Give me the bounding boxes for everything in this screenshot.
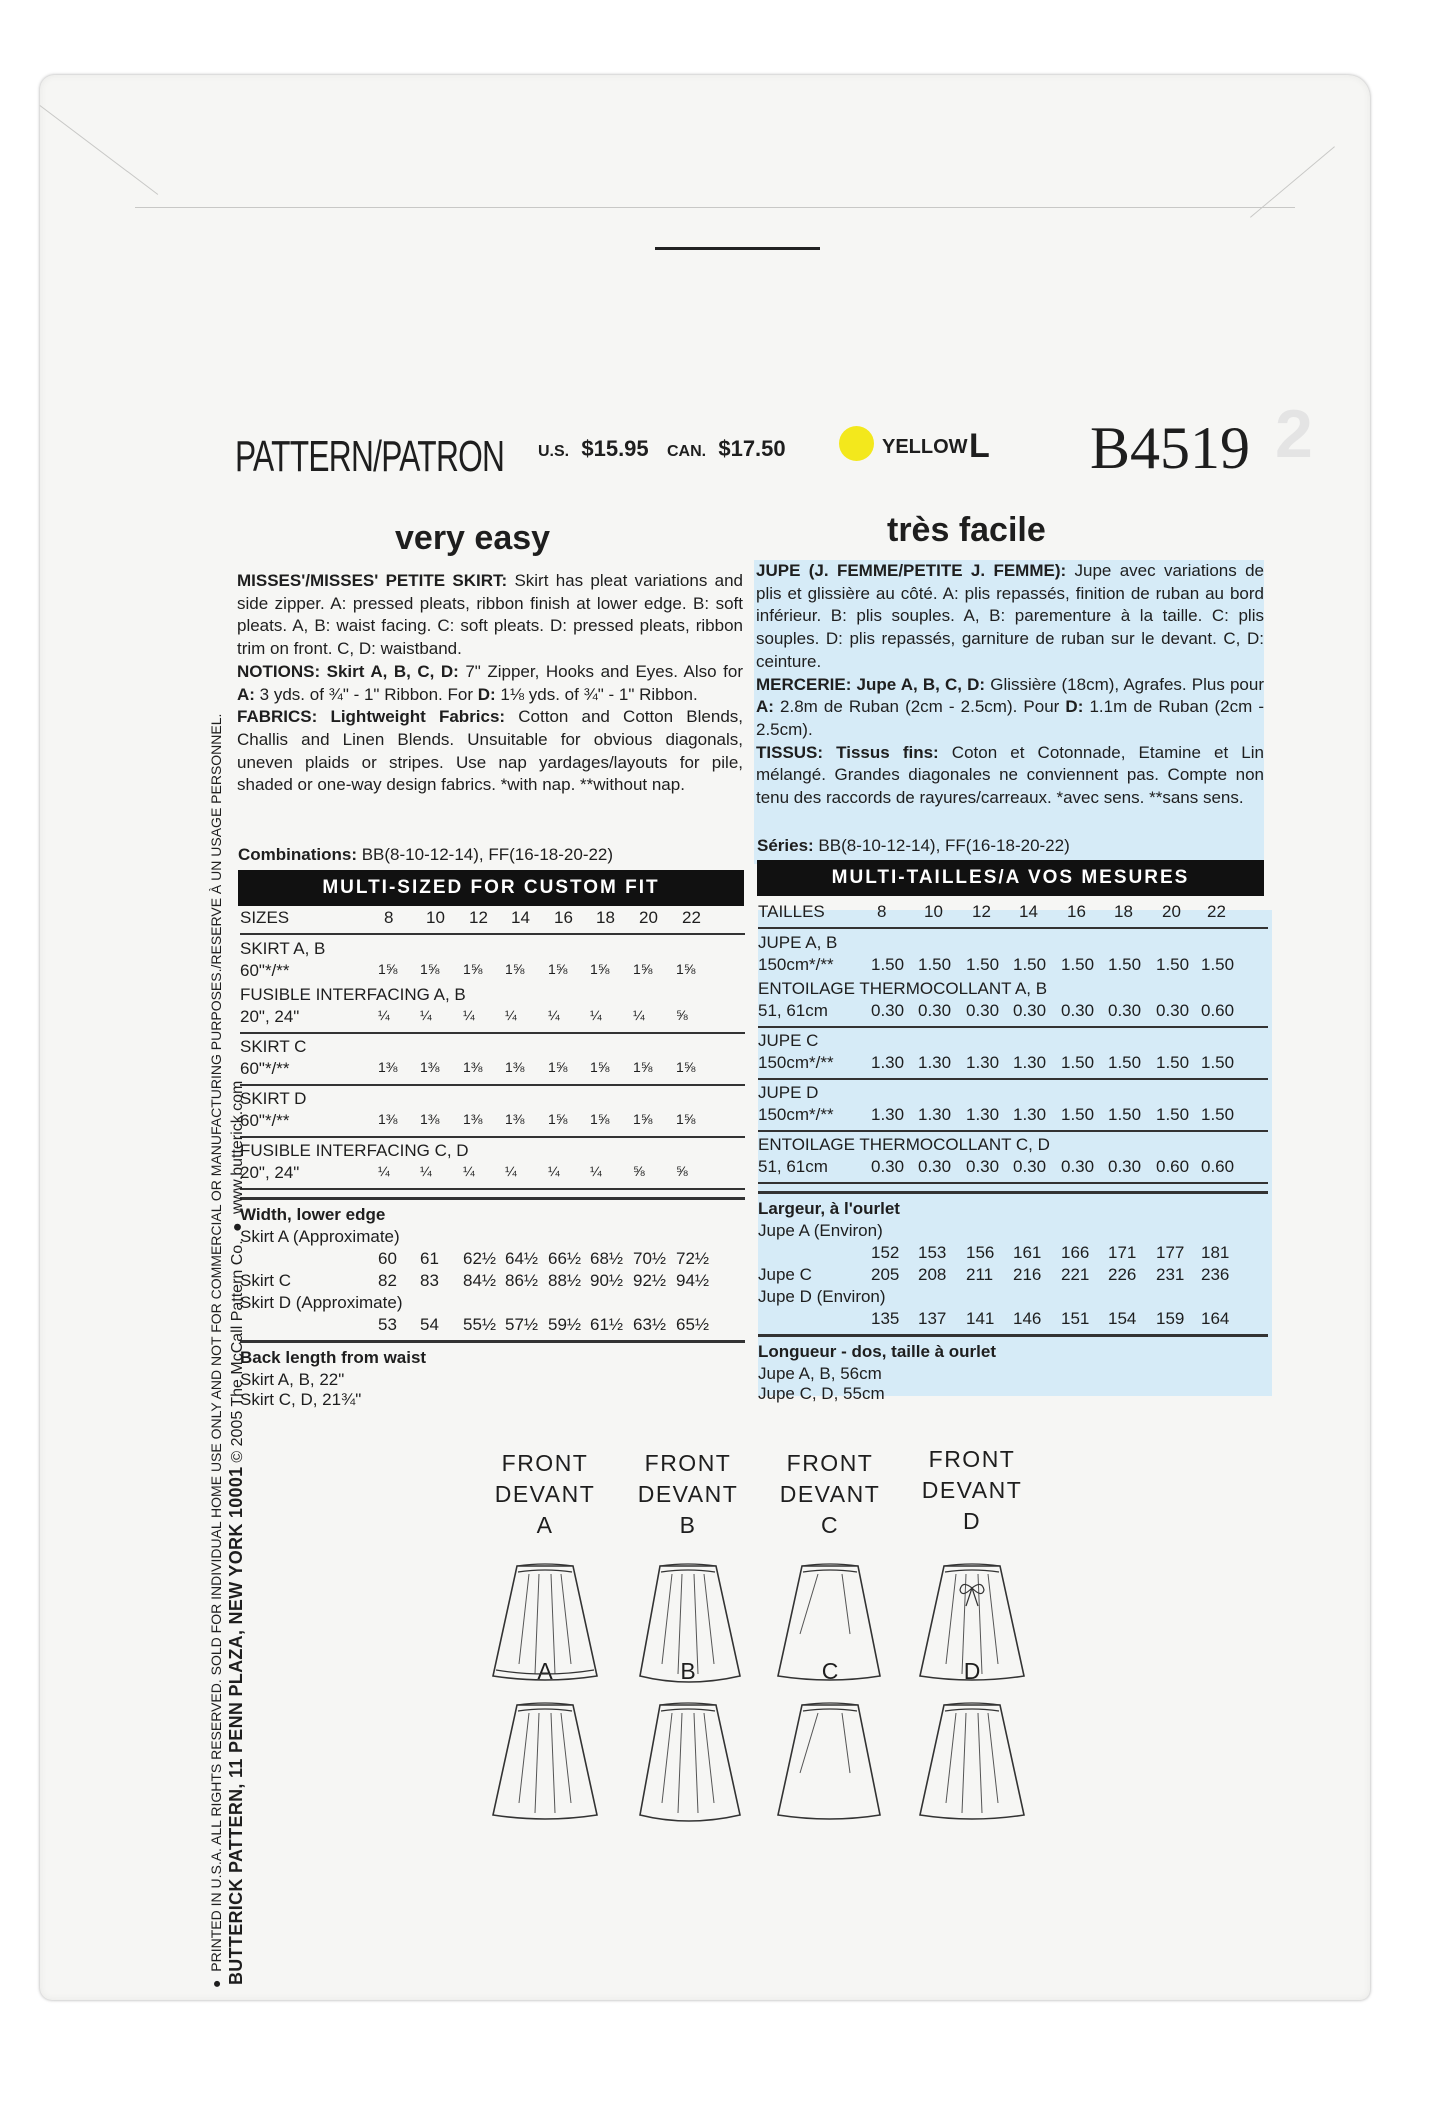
back-1: Jupe A, B, 56cm — [758, 1364, 882, 1383]
width-c-value: 94½ — [676, 1271, 710, 1290]
rule — [240, 1084, 745, 1086]
yardage-value: 1.50 — [966, 955, 1000, 974]
yardage-value: 1.50 — [1061, 955, 1095, 974]
us-price-label: U.S. — [538, 443, 570, 460]
rule — [240, 933, 745, 935]
yardage-value: 1.50 — [1156, 1053, 1190, 1072]
yardage-value: 0.60 — [1201, 1001, 1235, 1020]
skirt-front-drawing-c — [770, 1558, 890, 1698]
fabrics-en-title: FABRICS: Lightweight Fabrics: — [237, 707, 506, 727]
yardage-value: 0.30 — [966, 1001, 1000, 1020]
devant-label: DEVANT — [779, 1481, 881, 1507]
difficulty-fr: très facile — [887, 511, 1046, 549]
front-label: FRONT — [501, 1450, 589, 1476]
width-d-value: 137 — [918, 1309, 947, 1328]
size-14: 14 — [1019, 902, 1038, 921]
width-d-value: 159 — [1156, 1309, 1185, 1328]
yardage-value: ¼ — [420, 1007, 432, 1023]
combinations-fr-label: Séries: — [757, 836, 814, 855]
notions-en-text-2: 3 yds. of ¾" - 1" Ribbon. For — [254, 684, 478, 704]
notions-fr-text-1: Glissière (18cm), Agrafes. Plus pour — [985, 674, 1265, 694]
width-d-label: Jupe D (Environ) — [758, 1287, 886, 1306]
yardage-value: 1⅜ — [505, 1059, 525, 1075]
width-a-value: 152 — [871, 1243, 900, 1262]
can-price: $17.50 — [718, 436, 786, 461]
yardage-value: 1⅝ — [378, 961, 398, 977]
desc-en-title: MISSES'/MISSES' PETITE SKIRT: — [237, 571, 508, 590]
skirt-front-drawing-b — [628, 1558, 748, 1698]
front-label: FRONT — [928, 1446, 1016, 1472]
row-name: ENTOILAGE THERMOCOLLANT A, B — [758, 979, 1048, 998]
difficulty-en: very easy — [395, 519, 551, 557]
english-description — [237, 570, 743, 797]
width-c-value: 208 — [918, 1265, 947, 1284]
combinations-en-text: BB(8-10-12-14), FF(16-18-20-22) — [357, 845, 614, 864]
row-name: SKIRT A, B — [240, 939, 326, 958]
width-a-value: 171 — [1108, 1243, 1137, 1262]
row-width: 150cm*/** — [758, 1053, 834, 1072]
desc-en — [237, 570, 743, 661]
yardage-band-en: MULTI-SIZED FOR CUSTOM FIT — [238, 870, 744, 906]
yardage-value: 1.30 — [1013, 1105, 1047, 1124]
view-letter: B — [679, 1512, 697, 1538]
yardage-value: 0.30 — [1013, 1157, 1047, 1176]
yardage-value: ¼ — [633, 1007, 645, 1023]
width-c-value: 83 — [420, 1271, 439, 1290]
size-10: 10 — [924, 902, 943, 921]
yardage-value: 1.50 — [1156, 1105, 1190, 1124]
yardage-value: 1⅝ — [548, 1059, 568, 1075]
yardage-value: 0.30 — [1013, 1001, 1047, 1020]
yardage-value: ¼ — [378, 1163, 390, 1179]
size-18: 18 — [596, 908, 615, 927]
french-description — [756, 560, 1264, 810]
rule — [240, 1188, 745, 1190]
width-d-label: Skirt D (Approximate) — [240, 1293, 403, 1312]
envelope-flap-fold — [135, 207, 1295, 208]
width-d-value: 151 — [1061, 1309, 1090, 1328]
yardage-value: 1⅝ — [463, 961, 483, 977]
yardage-value: 1⅝ — [590, 961, 610, 977]
yardage-band-fr: MULTI-TAILLES/A VOS MESURES — [757, 860, 1264, 896]
yardage-value: 1⅝ — [676, 1111, 696, 1127]
size-16: 16 — [554, 908, 573, 927]
skirt-back-drawing-c — [770, 1697, 890, 1837]
desc-fr — [756, 560, 1264, 674]
width-d-value: 146 — [1013, 1309, 1042, 1328]
yardage-value: 1⅝ — [633, 961, 653, 977]
yardage-value: 1.30 — [918, 1105, 952, 1124]
width-d-value: 164 — [1201, 1309, 1230, 1328]
width-c-value: 84½ — [463, 1271, 497, 1290]
rule-thick — [240, 1340, 745, 1343]
yardage-value: ¼ — [590, 1163, 602, 1179]
back-view-letter-b: B — [680, 1658, 696, 1684]
row-name: FUSIBLE INTERFACING A, B — [240, 985, 466, 1004]
width-a-value: 70½ — [633, 1249, 667, 1268]
yardage-value: ¼ — [463, 1007, 475, 1023]
skirt-back-drawing-d — [912, 1697, 1032, 1837]
width-a-value: 68½ — [590, 1249, 624, 1268]
fabrics-en — [237, 706, 743, 797]
yardage-value: 1.30 — [871, 1053, 905, 1072]
yardage-value: ⅝ — [676, 1163, 688, 1179]
row-name: SKIRT D — [240, 1089, 307, 1108]
rule — [758, 1182, 1268, 1184]
combinations-fr-text: BB(8-10-12-14), FF(16-18-20-22) — [813, 836, 1070, 855]
notions-en-title: NOTIONS: Skirt A, B, C, D: — [237, 661, 459, 681]
width-d-value: 65½ — [676, 1315, 710, 1334]
notions-en-d: D: — [477, 684, 496, 704]
width-d-value: 57½ — [505, 1315, 539, 1334]
desc-fr-text: Jupe avec variations de plis et glissière au côté. A: plis repassés, finition de ruban au bord inférieur. B: plis souples. A, B: parementure à la taille. C: plis souples. D: plis repassés, garniture de ruban sur le devant. C, D: ceinture. — [756, 561, 1264, 671]
size-20: 20 — [1162, 902, 1181, 921]
width-c-value: 216 — [1013, 1265, 1042, 1284]
yardage-value: 0.30 — [1061, 1157, 1095, 1176]
devant-label: DEVANT — [494, 1481, 596, 1507]
view-label-a — [465, 1448, 625, 1541]
front-label: FRONT — [786, 1450, 874, 1476]
size-14: 14 — [511, 908, 530, 927]
view-label-b — [608, 1448, 768, 1541]
width-a-value: 64½ — [505, 1249, 539, 1268]
width-a-value: 166 — [1061, 1243, 1090, 1262]
rule — [240, 1136, 745, 1138]
width-c-value: 92½ — [633, 1271, 667, 1290]
combinations-fr — [757, 835, 1265, 858]
yardage-value: 1⅝ — [420, 961, 440, 977]
skirt-front-drawing-d — [912, 1558, 1032, 1698]
size-10: 10 — [426, 908, 445, 927]
size-12: 12 — [469, 908, 488, 927]
width-title: Largeur, à l'ourlet — [758, 1199, 900, 1218]
back-view-letter-a: A — [537, 1658, 553, 1684]
rule-thick — [240, 1197, 745, 1200]
yardage-value: 1⅝ — [633, 1111, 653, 1127]
notions-en-text-1: 7" Zipper, Hooks and Eyes. Also for — [458, 661, 743, 681]
width-title: Width, lower edge — [240, 1205, 386, 1224]
yardage-value: 1.50 — [1201, 1105, 1235, 1124]
yardage-value: ⅝ — [633, 1163, 645, 1179]
yardage-value: ¼ — [590, 1007, 602, 1023]
yardage-value: 1⅜ — [378, 1059, 398, 1075]
yardage-value: 0.30 — [918, 1157, 952, 1176]
yardage-value: 1.50 — [1108, 1105, 1142, 1124]
width-a-value: 62½ — [463, 1249, 497, 1268]
width-d-value: 54 — [420, 1315, 439, 1334]
yardage-value: 1.50 — [1201, 955, 1235, 974]
fabrics-fr-text: Coton et Cotonnade, Etamine et Lin mélangé. Grandes diagonales ne conviennent pas. Compte non tenu des raccords de rayures/carreaux. *avec sens. **sans sens. — [756, 742, 1264, 808]
yardage-value: 1⅜ — [463, 1059, 483, 1075]
width-c-value: 88½ — [548, 1271, 582, 1290]
pattern-number: B4519 — [1090, 415, 1251, 481]
row-width: 150cm*/** — [758, 1105, 834, 1124]
website: www.butterick.com — [229, 1080, 246, 1214]
yardage-value: 1⅜ — [378, 1111, 398, 1127]
yardage-value: 1⅝ — [676, 1059, 696, 1075]
yardage-value: 1.50 — [1108, 1053, 1142, 1072]
width-a-value: 177 — [1156, 1243, 1185, 1262]
width-c-label: Jupe C — [758, 1265, 812, 1284]
yardage-value: ¼ — [505, 1163, 517, 1179]
row-width: 51, 61cm — [758, 1157, 828, 1176]
yardage-value: 0.30 — [871, 1001, 905, 1020]
rule — [240, 1032, 745, 1034]
width-a-value: 156 — [966, 1243, 995, 1262]
yardage-value: ¼ — [378, 1007, 390, 1023]
yardage-value: 1⅜ — [463, 1111, 483, 1127]
skirt-back-drawing-a — [485, 1697, 605, 1837]
desc-en-text: Skirt has pleat variations and side zipper. A: pressed pleats, ribbon finish at lower edge. B: soft pleats. A, B: waist facing. C: soft pleats. D: pressed pleats, ribbon trim on front. C, D: waistband. — [237, 571, 743, 659]
fabrics-fr-title: TISSUS: Tissus fins: — [756, 742, 939, 762]
row-name: ENTOILAGE THERMOCOLLANT C, D — [758, 1135, 1050, 1154]
yardage-value: 1⅝ — [633, 1059, 653, 1075]
yardage-value: 1.50 — [918, 955, 952, 974]
view-label-c — [750, 1448, 910, 1541]
view-letter: D — [962, 1508, 982, 1534]
back-title: Longueur - dos, taille à ourlet — [758, 1342, 997, 1361]
yardage-value: 1⅜ — [420, 1059, 440, 1075]
width-a-label: Jupe A (Environ) — [758, 1221, 883, 1240]
width-a-value: 153 — [918, 1243, 947, 1262]
width-a-value: 181 — [1201, 1243, 1230, 1262]
skirt-front-drawing-a — [485, 1558, 605, 1698]
width-c-value: 236 — [1201, 1265, 1230, 1284]
yardage-value: ¼ — [548, 1007, 560, 1023]
combinations-en — [238, 844, 744, 867]
width-c-value: 221 — [1061, 1265, 1090, 1284]
row-width: 60"*/** — [240, 1059, 290, 1078]
width-d-value: 135 — [871, 1309, 900, 1328]
view-label-d — [892, 1444, 1052, 1537]
yardage-value: 1⅝ — [548, 961, 568, 977]
yardage-value: 1⅝ — [505, 961, 525, 977]
yardage-value: 1⅝ — [590, 1111, 610, 1127]
yardage-table-fr — [758, 902, 1268, 1402]
width-d-value: 141 — [966, 1309, 995, 1328]
yardage-value: 0.60 — [1156, 1157, 1190, 1176]
sizes-label: SIZES — [240, 908, 290, 927]
width-d-value: 55½ — [463, 1315, 497, 1334]
publisher-address: BUTTERICK PATTERN, 11 PENN PLAZA, NEW YORK 10001 — [226, 1466, 246, 1985]
view-letter: C — [820, 1512, 840, 1538]
us-price: $15.95 — [581, 436, 649, 461]
bullet-1: ● — [229, 1217, 246, 1237]
row-width: 60"*/** — [240, 961, 290, 980]
size-22: 22 — [682, 908, 701, 927]
sidebar-vertical-rights — [208, 714, 224, 1988]
notions-en-text-3: 1⅛ yds. of ¾" - 1" Ribbon. — [495, 684, 698, 704]
size-18: 18 — [1114, 902, 1133, 921]
back-view-letter-c: C — [821, 1658, 839, 1684]
size-22: 22 — [1207, 902, 1226, 921]
devant-label: DEVANT — [637, 1481, 739, 1507]
yardage-value: 0.30 — [871, 1157, 905, 1176]
width-c-value: 231 — [1156, 1265, 1185, 1284]
yardage-value: 1.30 — [871, 1105, 905, 1124]
yardage-value: 1.50 — [871, 955, 905, 974]
width-d-value: 154 — [1108, 1309, 1137, 1328]
yardage-value: 0.30 — [1108, 1157, 1142, 1176]
width-d-value: 53 — [378, 1315, 397, 1334]
row-name: FUSIBLE INTERFACING C, D — [240, 1141, 469, 1160]
notions-fr-text-3: 1.1m de Ruban (2cm - 2.5cm). — [756, 697, 1265, 739]
yardage-value: ¼ — [505, 1007, 517, 1023]
yardage-value: 0.30 — [918, 1001, 952, 1020]
width-c-value: 86½ — [505, 1271, 539, 1290]
notions-fr-title: MERCERIE: Jupe A, B, C, D: — [756, 674, 986, 694]
top-rule — [655, 247, 820, 250]
yardage-value: 1.50 — [1061, 1053, 1095, 1072]
size-8: 8 — [384, 908, 394, 927]
back-2: Jupe C, D, 55cm — [758, 1384, 885, 1403]
back-2: Skirt C, D, 21¾" — [240, 1390, 362, 1409]
width-c-label: Skirt C — [240, 1271, 291, 1290]
yardage-value: 1.30 — [1013, 1053, 1047, 1072]
size-16: 16 — [1067, 902, 1086, 921]
yardage-value: 1.30 — [918, 1053, 952, 1072]
notions-fr-text-2: 2.8m de Ruban (2cm - 2.5cm). Pour — [773, 697, 1066, 717]
yardage-value: 0.30 — [1108, 1001, 1142, 1020]
back-view-letter-d: D — [963, 1658, 981, 1684]
price-block — [538, 436, 786, 462]
notions-en — [237, 661, 743, 706]
yardage-value: 0.60 — [1201, 1157, 1235, 1176]
row-name: JUPE D — [758, 1083, 819, 1102]
yardage-value: ¼ — [548, 1163, 560, 1179]
rights-notice: PRINTED IN U.S.A. ALL RIGHTS RESERVED. SOLD FOR INDIVIDUAL HOME USE ONLY AND NOT FOR COMMERCIAL OR MANUFACTURING PURPOSES./RESERVE À UN USAGE PERSONNEL. — [208, 713, 224, 1972]
back-1: Skirt A, B, 22" — [240, 1370, 345, 1389]
width-a-value: 61 — [420, 1249, 439, 1268]
combinations-en-label: Combinations: — [238, 845, 357, 864]
width-a-value: 66½ — [548, 1249, 582, 1268]
yardage-value: 1.30 — [966, 1105, 1000, 1124]
row-name: JUPE A, B — [758, 933, 838, 952]
yardage-value: ⅝ — [676, 1007, 688, 1023]
yardage-table-en — [240, 908, 745, 1408]
yardage-value: 1.50 — [1201, 1053, 1235, 1072]
width-a-label: Skirt A (Approximate) — [240, 1227, 400, 1246]
width-c-value: 205 — [871, 1265, 900, 1284]
width-d-value: 61½ — [590, 1315, 624, 1334]
notions-fr-d: D: — [1065, 697, 1084, 717]
row-width: 20", 24" — [240, 1007, 300, 1026]
desc-fr-title: JUPE (J. FEMME/PETITE J. FEMME): — [756, 561, 1067, 580]
bullet-2: ● — [208, 1975, 224, 1988]
yardage-value: 1⅜ — [505, 1111, 525, 1127]
size-8: 8 — [877, 902, 887, 921]
copyright: © 2005 The McCall Pattern Co. — [229, 1240, 246, 1463]
yardage-value: 1⅝ — [676, 961, 696, 977]
view-letter: A — [536, 1512, 554, 1538]
yardage-value: ¼ — [420, 1163, 432, 1179]
width-a-value: 60 — [378, 1249, 397, 1268]
row-name: SKIRT C — [240, 1037, 307, 1056]
rule-thick — [758, 1191, 1268, 1194]
color-name: YELLOW — [882, 436, 968, 458]
front-label: FRONT — [644, 1450, 732, 1476]
yardage-value: 1.30 — [966, 1053, 1000, 1072]
yardage-value: 0.30 — [1061, 1001, 1095, 1020]
size-letter: L — [969, 427, 990, 465]
width-d-value: 59½ — [548, 1315, 582, 1334]
yardage-value: 1.50 — [1013, 955, 1047, 974]
yardage-value: ¼ — [463, 1163, 475, 1179]
row-width: 150cm*/** — [758, 955, 834, 974]
width-c-value: 226 — [1108, 1265, 1137, 1284]
yardage-value: 1.50 — [1156, 955, 1190, 974]
yardage-value: 1.50 — [1061, 1105, 1095, 1124]
sizes-label: TAILLES — [758, 902, 825, 921]
rule — [758, 1130, 1268, 1132]
row-width: 20", 24" — [240, 1163, 300, 1182]
fabrics-fr — [756, 742, 1264, 810]
width-c-value: 211 — [966, 1265, 994, 1284]
width-d-value: 63½ — [633, 1315, 667, 1334]
rule — [758, 1026, 1268, 1028]
bleed-through-number: 2 — [1275, 396, 1313, 472]
yardage-value: 1⅝ — [548, 1111, 568, 1127]
envelope-flap-edge-left — [39, 105, 158, 195]
pattern-label: PATTERN/PATRON — [235, 432, 505, 481]
width-c-value: 82 — [378, 1271, 397, 1290]
width-a-value: 72½ — [676, 1249, 710, 1268]
width-a-value: 161 — [1013, 1243, 1042, 1262]
rule — [758, 1078, 1268, 1080]
size-20: 20 — [639, 908, 658, 927]
back-title: Back length from waist — [240, 1348, 427, 1367]
width-c-value: 90½ — [590, 1271, 624, 1290]
notions-fr-a: A: — [756, 697, 774, 717]
notions-fr — [756, 674, 1264, 742]
notions-en-a: A: — [237, 684, 255, 704]
color-dot — [839, 426, 874, 461]
rule-thick — [758, 1334, 1268, 1337]
rule — [758, 927, 1268, 929]
yardage-value: 1.50 — [1108, 955, 1142, 974]
yardage-value: 1⅜ — [420, 1111, 440, 1127]
row-width: 60"*/** — [240, 1111, 290, 1130]
can-price-label: CAN. — [667, 443, 707, 460]
yardage-value: 0.30 — [966, 1157, 1000, 1176]
sidebar-vertical-text — [226, 1081, 247, 1985]
devant-label: DEVANT — [921, 1477, 1023, 1503]
row-name: JUPE C — [758, 1031, 819, 1050]
fabrics-en-text: Cotton and Cotton Blends, Challis and Linen Blends. Unsuitable for obvious diagonals, uneven plaids or stripes. Use nap yardages/layouts for pile, shaded or one-way design fabrics. *with nap. **without nap. — [237, 707, 743, 795]
yardage-value: 0.30 — [1156, 1001, 1190, 1020]
row-width: 51, 61cm — [758, 1001, 828, 1020]
yardage-value: 1⅝ — [590, 1059, 610, 1075]
size-12: 12 — [972, 902, 991, 921]
skirt-back-drawing-b — [628, 1697, 748, 1837]
